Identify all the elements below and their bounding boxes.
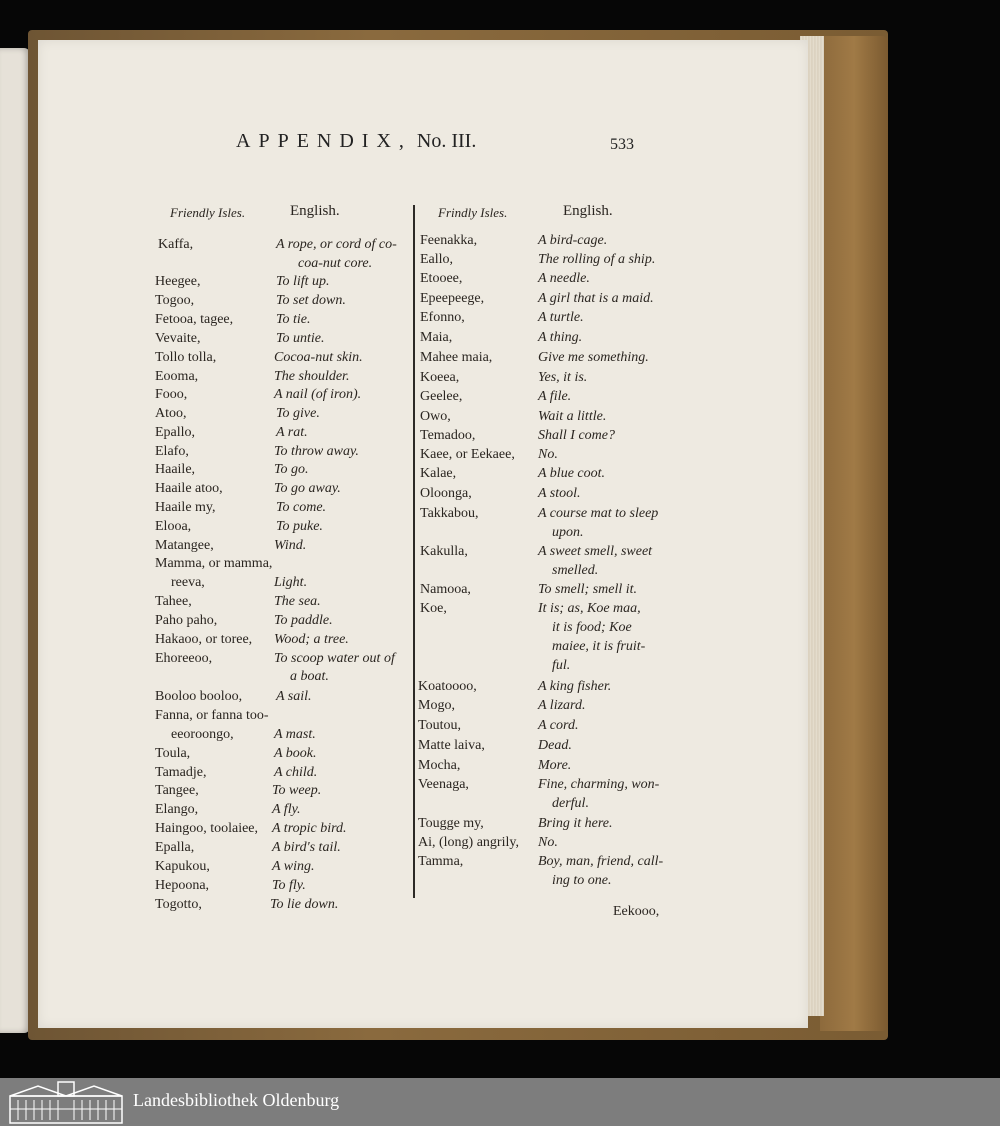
appendix-number: No. III. [416, 130, 477, 152]
page-number: 533 [610, 136, 634, 153]
native-word: Booloo booloo, [155, 689, 243, 704]
native-word: Haaile, [155, 462, 196, 477]
english-translation: A fly. [272, 802, 301, 817]
library-name: Landesbibliothek Oldenburg [133, 1090, 340, 1110]
english-translation: it is food; Koe [552, 620, 632, 635]
native-word: Koeea, [420, 370, 460, 385]
native-word: Koe, [420, 601, 447, 616]
native-word: Fetooa, tagee, [155, 312, 234, 327]
native-word: Mamma, or mamma, [155, 556, 273, 571]
native-word: Owo, [420, 409, 451, 424]
left-page-edge [0, 48, 30, 1033]
native-word: Matte laiva, [418, 738, 485, 753]
native-word: Kapukou, [155, 859, 210, 874]
native-word: Haingoo, toolaiee, [155, 821, 259, 836]
english-translation: A book. [274, 746, 317, 761]
english-translation: A bird's tail. [272, 840, 341, 855]
english-translation: It is; as, Koe maa, [538, 601, 641, 616]
english-translation: No. [538, 835, 558, 850]
english-translation: The shoulder. [274, 369, 350, 384]
english-translation: A cord. [538, 718, 579, 733]
english-translation: Fine, charming, won- [538, 777, 660, 792]
english-translation: The rolling of a ship. [538, 252, 656, 267]
native-word: Elooa, [155, 519, 192, 534]
english-translation: A rope, or cord of co- [276, 237, 397, 252]
english-translation: To untie. [276, 331, 325, 346]
native-word: Elango, [155, 802, 199, 817]
english-translation: To fly. [272, 878, 306, 893]
english-translation: To tie. [276, 312, 311, 327]
english-translation: A rat. [276, 425, 308, 440]
appendix-title: APPENDIX, [236, 130, 412, 152]
native-word: Hepoona, [155, 878, 210, 893]
english-translation: a boat. [290, 669, 329, 684]
english-translation: To give. [276, 406, 320, 421]
library-building-logo [8, 1080, 124, 1124]
english-translation: ing to one. [552, 873, 612, 888]
english-translation: To paddle. [274, 613, 333, 628]
native-word: Etooee, [420, 271, 463, 286]
english-translation: To go. [274, 462, 309, 477]
english-translation: Wait a little. [538, 409, 607, 424]
left-head-english: English. [290, 203, 340, 219]
english-translation: A child. [274, 765, 318, 780]
native-word: Efonno, [420, 310, 465, 325]
native-word: Feenakka, [420, 233, 478, 248]
english-translation: A sail. [276, 689, 312, 704]
native-word: Temadoo, [420, 428, 476, 443]
right-head-english: English. [563, 203, 613, 219]
english-translation: To lie down. [270, 897, 339, 912]
english-translation: More. [538, 758, 572, 773]
native-word: Tamadje, [155, 765, 207, 780]
english-translation: Yes, it is. [538, 370, 588, 385]
english-translation: A girl that is a maid. [538, 291, 654, 306]
catchword: Eekooo, [613, 904, 660, 919]
native-word: Tamma, [418, 854, 464, 869]
left-head-friendly: Friendly Isles. [170, 205, 246, 220]
native-word: Kakulla, [420, 544, 468, 559]
native-word: Heegee, [155, 274, 201, 289]
english-translation: To smell; smell it. [538, 582, 638, 597]
native-word: Togoo, [155, 293, 195, 308]
english-translation: maiee, it is fruit- [552, 639, 646, 654]
native-word: Epalla, [155, 840, 195, 855]
english-translation: A king fisher. [538, 679, 612, 694]
english-translation: No. [538, 447, 558, 462]
english-translation: To come. [276, 500, 327, 515]
english-translation: Dead. [538, 738, 572, 753]
column-divider [413, 205, 415, 898]
english-translation: To set down. [276, 293, 346, 308]
english-translation: A wing. [272, 859, 315, 874]
english-translation: Give me something. [538, 350, 649, 365]
english-translation: A file. [538, 389, 572, 404]
english-translation: A lizard. [538, 698, 586, 713]
native-word: Togotto, [155, 897, 202, 912]
english-translation: To go away. [274, 481, 341, 496]
native-word: Mogo, [418, 698, 455, 713]
native-word: Oloonga, [420, 486, 472, 501]
english-translation: The sea. [274, 594, 321, 609]
native-word: eeoroongo, [171, 727, 234, 742]
native-word: Fanna, or fanna too- [155, 708, 269, 723]
english-translation: Boy, man, friend, call- [538, 854, 664, 869]
native-word: Atoo, [155, 406, 187, 421]
native-word: Maia, [420, 330, 453, 345]
english-translation: ful. [552, 658, 571, 673]
library-footer [0, 1078, 1000, 1126]
english-translation: Wind. [274, 538, 307, 553]
native-word: Elafo, [155, 444, 189, 459]
english-translation: upon. [552, 525, 584, 540]
native-word: Kaee, or Eekaee, [420, 447, 515, 462]
english-translation: A mast. [274, 727, 316, 742]
native-word: Hakaoo, or toree, [155, 632, 253, 647]
native-word: reeva, [171, 575, 205, 590]
native-word: Paho paho, [155, 613, 218, 628]
english-translation: A bird-cage. [538, 233, 608, 248]
native-word: Fooo, [155, 387, 188, 402]
native-word: Takkabou, [420, 506, 479, 521]
page-header [236, 130, 476, 153]
native-word: Veenaga, [418, 777, 469, 792]
english-translation: smelled. [552, 563, 599, 578]
native-word: Tangee, [155, 783, 199, 798]
native-word: Haaile my, [155, 500, 216, 515]
native-word: Tahee, [155, 594, 192, 609]
book-page [38, 40, 808, 1028]
english-translation: Bring it here. [538, 816, 613, 831]
native-word: Tollo tolla, [155, 350, 217, 365]
native-word: Geelee, [420, 389, 463, 404]
english-translation: A blue coot. [538, 466, 606, 481]
native-word: Kalae, [420, 466, 457, 481]
right-head-friendly: Frindly Isles. [438, 205, 508, 220]
english-translation: To weep. [272, 783, 322, 798]
native-word: Epallo, [155, 425, 196, 440]
english-translation: derful. [552, 796, 589, 811]
english-translation: A stool. [538, 486, 581, 501]
english-translation: A sweet smell, sweet [538, 544, 653, 559]
native-word: Epeepeege, [420, 291, 485, 306]
native-word: Ai, (long) angrily, [418, 835, 519, 850]
native-word: Kaffa, [158, 237, 194, 252]
english-translation: coa-nut core. [298, 256, 373, 271]
cover-spine-right [820, 36, 888, 1031]
native-word: Namooa, [420, 582, 471, 597]
english-translation: Cocoa-nut skin. [274, 350, 363, 365]
native-word: Koatoooo, [418, 679, 477, 694]
english-translation: A thing. [538, 330, 583, 345]
english-translation: Shall I come? [538, 428, 615, 443]
native-word: Vevaite, [155, 331, 201, 346]
native-word: Haaile atoo, [155, 481, 223, 496]
english-translation: A turtle. [538, 310, 584, 325]
native-word: Toula, [155, 746, 191, 761]
native-word: Eooma, [155, 369, 199, 384]
native-word: Tougge my, [418, 816, 484, 831]
english-translation: A tropic bird. [272, 821, 347, 836]
english-translation: To puke. [276, 519, 323, 534]
native-word: Ehoreeoo, [155, 651, 213, 666]
native-word: Matangee, [155, 538, 214, 553]
native-word: Toutou, [418, 718, 461, 733]
english-translation: A nail (of iron). [274, 387, 362, 402]
native-word: Eallo, [420, 252, 454, 267]
english-translation: A needle. [538, 271, 590, 286]
english-translation: Wood; a tree. [274, 632, 349, 647]
english-translation: To lift up. [276, 274, 330, 289]
english-translation: To throw away. [274, 444, 359, 459]
native-word: Mocha, [418, 758, 461, 773]
english-translation: To scoop water out of [274, 651, 395, 666]
english-translation: A course mat to sleep [538, 506, 659, 521]
native-word: Mahee maia, [420, 350, 493, 365]
english-translation: Light. [274, 575, 308, 590]
